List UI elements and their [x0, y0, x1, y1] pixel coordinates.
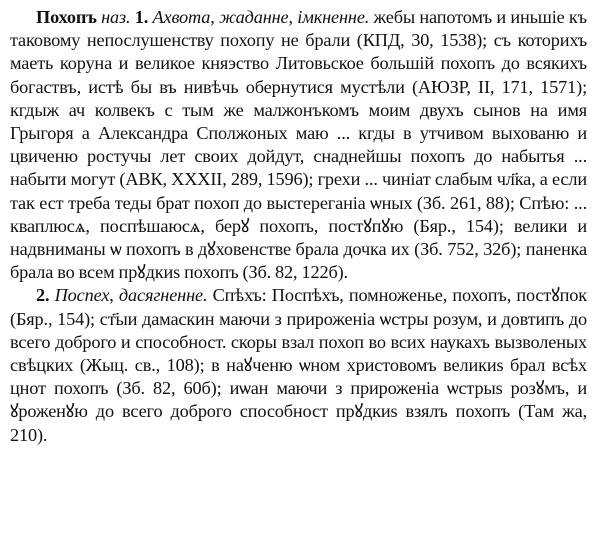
- sense-1-number: 1.: [134, 7, 149, 27]
- dictionary-entry-sense-1: [10, 6, 587, 284]
- sense-1-gloss: Ахвота, жаданне, імкненне.: [152, 7, 370, 27]
- sense-2-gloss: Поспех, дасягненне.: [54, 285, 208, 306]
- sense-1-citations: жебы напотомъ и иньшіе къ таковому непослушенству похопу не брали (КПД, 30, 1538); съ которихъ маеть коруна и великое княэство Литовьское большій похопъ до всякихъ богаствъ, истѣ бы въ нивѣчь обернутися мустѣли (АЮЗР, II, 171, 1571); кгдыж ач колвекъ с тым же малжонъкомъ моим двухъ сынов на имя Грыгоря а Александра Сполжоных маю ... кгды в утчивом выхованю и цвиченю ростучы лет своих дойдут, снаднейшы похопъ до набытья ... набыти могут (АВК, XXXII, 289, 1596); грехи ... чиніат слабым чл҃ка, а если так ест треба теды брат похоп до выстереганіа ѡных (Зб. 261, 88); Спѣю: ... кваплюсѧ, поспѣшаюсѧ, берꙋ похопъ, постꙋпꙋю (Бяр., 154); велики и надвниманы ѡ похопъ в дꙋховенстве брала дочка их (Зб. 752, 32б); паненка брала во всем прꙋдкиѕ похопъ (Зб. 82, 122б).: [10, 7, 587, 283]
- headword: Похопъ: [36, 7, 97, 27]
- dictionary-entry-sense-2: [10, 284, 587, 446]
- sense-2-citations: Спѣхъ: Поспѣхъ, помноженье, похопъ, постꙋпок (Бяр., 154); ст҃ыи дамаскин маючи з прироженіа ѡстры розум, и довтипъ до всего доброго и способност. скоры взал похоп во всих наукахъ вызволеных свѣцких (Жыц. св., 108); в наꙋченю ѡном христовомъ великиѕ брал всѣх цнот похопъ (Зб. 82, 60б); иѡан маючи з прироженіа ѡстрыѕ розꙋмъ, и ꙋроженꙋю до всего доброго способност прꙋдкиѕ взялъ похопъ (Там жа, 210).: [10, 285, 587, 445]
- sense-2-number: 2.: [36, 285, 50, 306]
- part-of-speech: наз.: [101, 7, 131, 27]
